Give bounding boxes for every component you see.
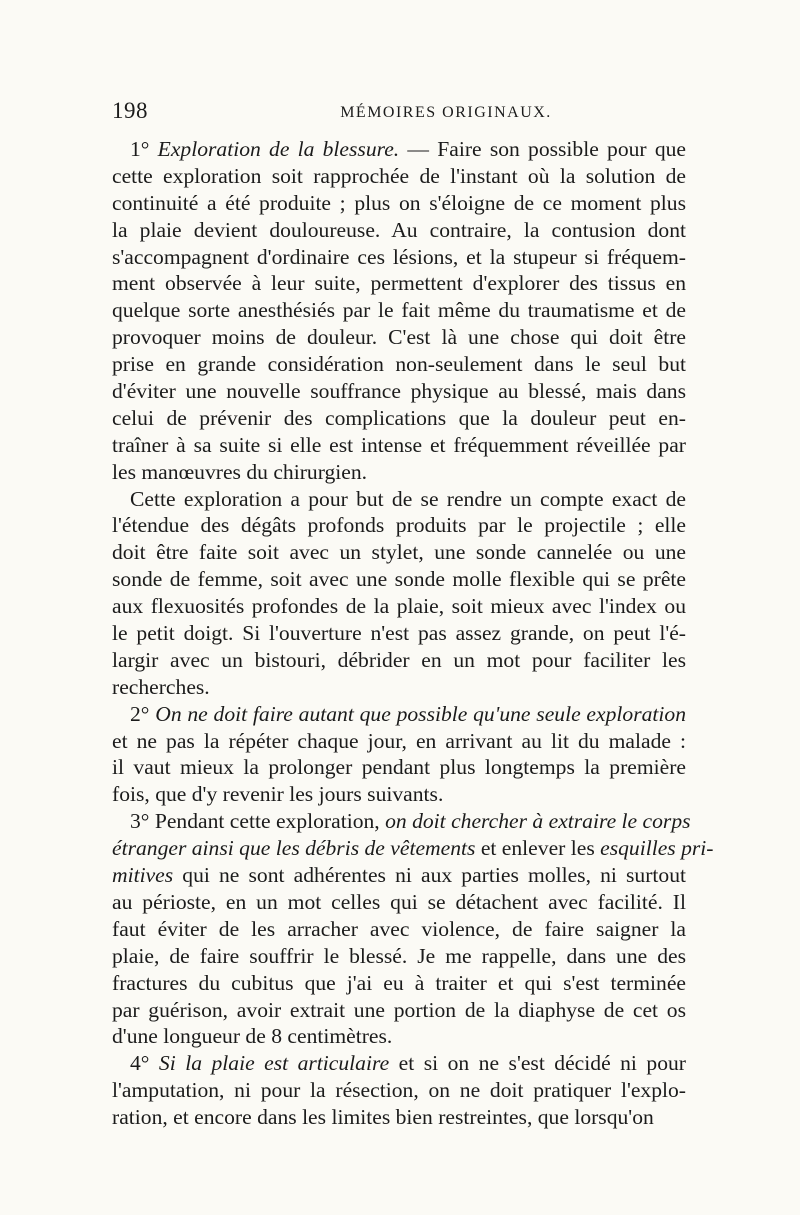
text-line: sonde de femme, soit avec une sonde molle flexible qui se prête <box>112 567 686 592</box>
text-line <box>112 136 686 163</box>
page-header <box>112 96 700 126</box>
text-line: le petit doigt. Si l'ouverture n'est pas assez grande, on peut l'é- <box>112 621 686 646</box>
text-line: ration, et encore dans les limites bien restreintes, que lorsqu'on <box>112 1105 654 1130</box>
italic-segment: Si la plaie est articulaire <box>158 1051 390 1076</box>
text-line: la plaie devient douloureuse. Au contraire, la contusion dont <box>112 217 686 242</box>
page-number: 198 <box>112 98 148 123</box>
paragraph <box>112 136 686 486</box>
text-line <box>112 835 714 862</box>
text-segment: qui ne sont adhérentes ni aux parties molles, ni surtout <box>173 863 686 888</box>
paragraph <box>112 808 714 1050</box>
text-line: d'éviter une nouvelle souffrance physique au blessé, mais dans <box>112 379 686 404</box>
text-line: quelque sorte anesthésiés par le fait même du traumatisme et de <box>112 298 686 323</box>
italic-segment: On ne doit faire autant que possible qu'une seule exploration <box>155 701 686 726</box>
text-line: doit être faite soit avec un stylet, une sonde cannelée ou une <box>112 540 686 565</box>
text-line: largir avec un bistouri, débrider en un mot pour faciliter les <box>112 647 686 672</box>
text-line <box>112 808 691 835</box>
text-line: Cette exploration a pour but de se rendre un compte exact de <box>130 486 686 511</box>
text-segment: 4° <box>130 1051 159 1076</box>
text-line: les manœuvres du chirurgien. <box>112 459 368 484</box>
text-segment: et si on ne s'est décidé ni pour <box>389 1051 686 1076</box>
text-line: d'une longueur de 8 centimètres. <box>112 1024 393 1049</box>
text-line: l'amputation, ni pour la résection, on ne doit pratiquer l'explo- <box>112 1078 686 1103</box>
text-segment: 3° Pendant cette exploration, <box>130 809 386 834</box>
text-line: recherches. <box>112 674 210 699</box>
text-line: cette exploration soit rapprochée de l'instant où la solution de <box>112 163 686 188</box>
text-line: prise en grande considération non-seulement dans le seul but <box>112 352 686 377</box>
text-line: s'accompagnent d'ordinaire ces lésions, et la stupeur si fréquem- <box>112 244 686 269</box>
text-line: faut éviter de les arracher avec violence, de faire saigner la <box>112 916 686 941</box>
paragraph <box>112 701 686 809</box>
text-line: continuité a été produite ; plus on s'éloigne de ce moment plus <box>112 190 686 215</box>
text-line: par guérison, avoir extrait une portion de la diaphyse de cet os <box>112 997 686 1022</box>
text-line: celui de prévenir des complications que la douleur peut en- <box>112 405 686 430</box>
paragraph <box>112 486 686 701</box>
running-title: MÉMOIRES ORIGINAUX. <box>340 104 552 121</box>
body-text <box>112 136 714 1131</box>
text-line: l'étendue des dégâts profonds produits par le projectile ; elle <box>112 513 686 538</box>
italic-segment: on doit chercher à extraire le corps <box>385 809 691 834</box>
text-segment: — Faire son possible pour que <box>399 137 687 161</box>
text-segment: 1° <box>130 137 158 161</box>
text-line: provoquer moins de douleur. C'est là une chose qui doit être <box>112 325 686 350</box>
italic-segment: esquilles pri- <box>600 836 714 861</box>
text-line <box>112 1050 686 1077</box>
text-line: ment observée à leur suite, permettent d'explorer des tissus en <box>112 271 686 296</box>
italic-segment: mitives <box>112 863 174 888</box>
text-line: traîner à sa suite si elle est intense et fréquemment réveillée par <box>112 432 686 457</box>
text-line: fractures du cubitus que j'ai eu à traiter et qui s'est terminée <box>112 970 686 995</box>
text-line: fois, que d'y revenir les jours suivants. <box>112 782 444 807</box>
text-line: au périoste, en un mot celles qui se détachent avec facilité. Il <box>112 889 686 914</box>
italic-segment: Exploration de la blessure. <box>157 137 400 161</box>
text-line <box>112 862 686 889</box>
text-line: et ne pas la répéter chaque jour, en arrivant au lit du malade : <box>112 728 686 753</box>
text-segment: et enlever les <box>475 836 601 861</box>
text-line: il vaut mieux la prolonger pendant plus longtemps la première <box>112 755 686 780</box>
text-segment: 2° <box>130 701 156 726</box>
text-line: plaie, de faire souffrir le blessé. Je me rappelle, dans une des <box>112 943 686 968</box>
text-line <box>112 701 686 728</box>
text-line: aux flexuosités profondes de la plaie, soit mieux avec l'index ou <box>112 594 686 619</box>
italic-segment: étranger ainsi que les débris de vêtements <box>112 836 476 861</box>
paragraph <box>112 1050 686 1131</box>
